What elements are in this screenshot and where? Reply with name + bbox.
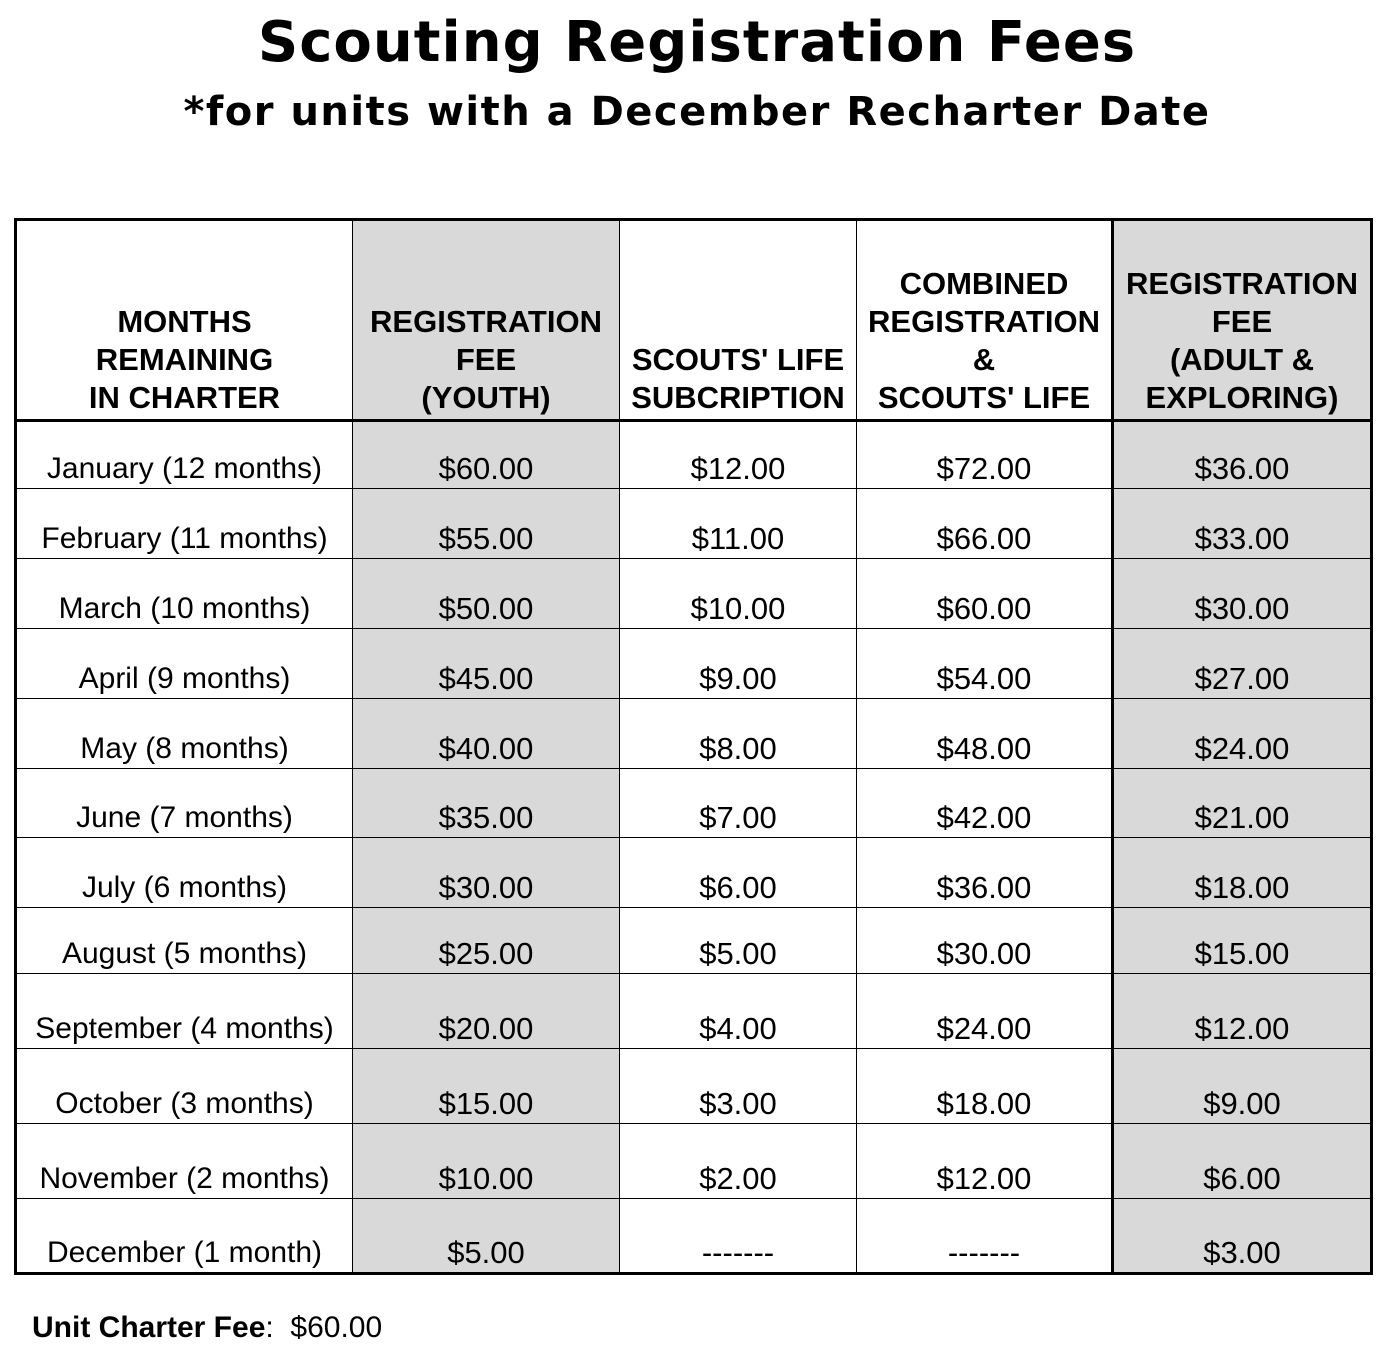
unit-charter-fee-label: Unit Charter Fee xyxy=(32,1311,266,1344)
unit-charter-fee-value: $60.00 xyxy=(290,1311,383,1344)
scouts-life-cell: $6.00 xyxy=(620,838,857,908)
scouts-life-cell: $8.00 xyxy=(620,699,857,769)
scouts-life-cell: $10.00 xyxy=(620,559,857,629)
header-line: SCOUTS' LIFE xyxy=(631,342,845,377)
youth-fee-cell: $25.00 xyxy=(353,908,620,974)
adult-fee-cell: $15.00 xyxy=(1113,908,1372,974)
adult-fee-cell: $12.00 xyxy=(1113,974,1372,1049)
header-line: EXPLORING) xyxy=(1145,380,1339,415)
adult-fee-cell: $36.00 xyxy=(1113,421,1372,489)
scouts-life-cell: $3.00 xyxy=(620,1049,857,1124)
adult-fee-cell: $9.00 xyxy=(1113,1049,1372,1124)
adult-fee-cell: $18.00 xyxy=(1113,838,1372,908)
youth-fee-cell: $30.00 xyxy=(353,838,620,908)
header-adult-fee xyxy=(1113,220,1372,421)
adult-fee-cell: $30.00 xyxy=(1113,559,1372,629)
adult-fee-cell: $24.00 xyxy=(1113,699,1372,769)
header-youth-fee xyxy=(353,220,620,421)
combined-cell: $42.00 xyxy=(857,769,1113,838)
table-row xyxy=(16,1199,1372,1274)
combined-cell: $36.00 xyxy=(857,838,1113,908)
combined-cell: $48.00 xyxy=(857,699,1113,769)
scouts-life-cell: $5.00 xyxy=(620,908,857,974)
youth-fee-cell: $5.00 xyxy=(353,1199,620,1274)
page-subtitle: *for units with a December Recharter Date xyxy=(183,89,1211,135)
table-row xyxy=(16,1124,1372,1199)
youth-fee-cell: $15.00 xyxy=(353,1049,620,1124)
header-scouts-life xyxy=(620,220,857,421)
scouts-life-cell: $12.00 xyxy=(620,421,857,489)
header-line: MONTHS xyxy=(117,304,252,339)
page-title: Scouting Registration Fees xyxy=(257,10,1137,75)
header-line: FEE xyxy=(455,342,517,377)
table-row xyxy=(16,838,1372,908)
youth-fee-cell: $55.00 xyxy=(353,489,620,559)
combined-cell: $60.00 xyxy=(857,559,1113,629)
month-cell: December (1 month) xyxy=(16,1199,353,1274)
month-cell: July (6 months) xyxy=(16,838,353,908)
youth-fee-cell: $45.00 xyxy=(353,629,620,699)
header-line: REMAINING xyxy=(95,342,274,377)
header-line: & xyxy=(972,342,996,377)
table-row xyxy=(16,559,1372,629)
header-line: SCOUTS' LIFE xyxy=(877,380,1091,415)
table-row xyxy=(16,1049,1372,1124)
month-cell: February (11 months) xyxy=(16,489,353,559)
month-cell: November (2 months) xyxy=(16,1124,353,1199)
adult-fee-cell: $3.00 xyxy=(1113,1199,1372,1274)
table-header-row xyxy=(16,220,1372,421)
month-cell: August (5 months) xyxy=(16,908,353,974)
scouts-life-cell: ------- xyxy=(620,1199,857,1274)
month-cell: April (9 months) xyxy=(16,629,353,699)
table-row xyxy=(16,769,1372,838)
youth-fee-cell: $60.00 xyxy=(353,421,620,489)
table-row xyxy=(16,489,1372,559)
header-line: (ADULT & xyxy=(1169,342,1315,377)
scouts-life-cell: $7.00 xyxy=(620,769,857,838)
adult-fee-cell: $33.00 xyxy=(1113,489,1372,559)
combined-cell: $54.00 xyxy=(857,629,1113,699)
header-line: SUBCRIPTION xyxy=(631,380,845,415)
youth-fee-cell: $20.00 xyxy=(353,974,620,1049)
combined-cell: $72.00 xyxy=(857,421,1113,489)
youth-fee-cell: $50.00 xyxy=(353,559,620,629)
adult-fee-cell: $21.00 xyxy=(1113,769,1372,838)
scouts-life-cell: $4.00 xyxy=(620,974,857,1049)
scouts-life-cell: $2.00 xyxy=(620,1124,857,1199)
month-cell: September (4 months) xyxy=(16,974,353,1049)
unit-charter-fee xyxy=(32,1308,382,1348)
header-line: REGISTRATION xyxy=(1126,266,1358,301)
header-line: FEE xyxy=(1211,304,1273,339)
adult-fee-cell: $27.00 xyxy=(1113,629,1372,699)
youth-fee-cell: $10.00 xyxy=(353,1124,620,1199)
header-months-remaining xyxy=(16,220,353,421)
unit-charter-fee-separator: : xyxy=(265,1311,274,1344)
table-row xyxy=(16,629,1372,699)
month-cell: March (10 months) xyxy=(16,559,353,629)
header-line: REGISTRATION xyxy=(868,304,1100,339)
month-cell: June (7 months) xyxy=(16,769,353,838)
combined-cell: $12.00 xyxy=(857,1124,1113,1199)
table-row xyxy=(16,421,1372,489)
adult-fee-cell: $6.00 xyxy=(1113,1124,1372,1199)
combined-cell: $18.00 xyxy=(857,1049,1113,1124)
combined-cell: $24.00 xyxy=(857,974,1113,1049)
header-line: COMBINED xyxy=(899,266,1069,301)
month-cell: May (8 months) xyxy=(16,699,353,769)
combined-cell: $30.00 xyxy=(857,908,1113,974)
header-combined xyxy=(857,220,1113,421)
month-cell: January (12 months) xyxy=(16,421,353,489)
table-row xyxy=(16,908,1372,974)
table-row xyxy=(16,699,1372,769)
registration-fees-table xyxy=(14,218,1373,1275)
header-line: (YOUTH) xyxy=(421,380,551,415)
header-line: IN CHARTER xyxy=(88,380,281,415)
youth-fee-cell: $40.00 xyxy=(353,699,620,769)
scouts-life-cell: $9.00 xyxy=(620,629,857,699)
scouts-life-cell: $11.00 xyxy=(620,489,857,559)
table-row xyxy=(16,974,1372,1049)
header-line: REGISTRATION xyxy=(370,304,602,339)
month-cell: October (3 months) xyxy=(16,1049,353,1124)
combined-cell: $66.00 xyxy=(857,489,1113,559)
combined-cell: ------- xyxy=(857,1199,1113,1274)
youth-fee-cell: $35.00 xyxy=(353,769,620,838)
